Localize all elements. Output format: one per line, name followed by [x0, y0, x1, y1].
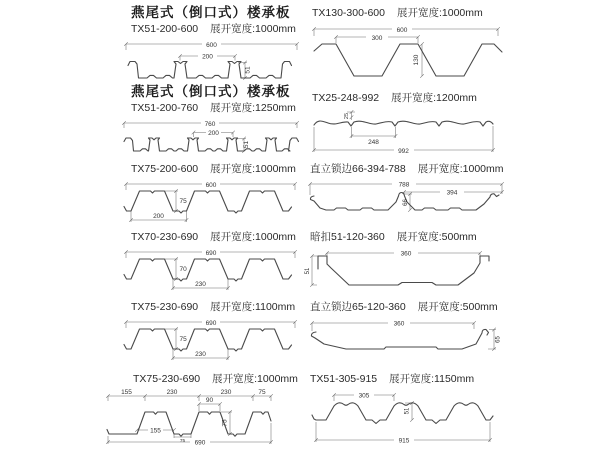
section-heading: 燕尾式（倒口式）楼承板: [131, 5, 291, 20]
dim-label: 66: [403, 199, 409, 206]
model-label: TX25-248-992: [312, 92, 380, 104]
width-label: 展开宽度:1000mm: [210, 23, 296, 35]
section-subtitle: [131, 23, 313, 36]
model-label: TX51-305-915: [310, 373, 378, 385]
profile-drawing-tx75-230-690-1000: [100, 388, 300, 446]
section-tx25-248-992: [306, 90, 516, 157]
dim-label: 230: [195, 351, 206, 358]
section-tx75-200-600: [118, 161, 313, 224]
width-label: 展开宽度:1200mm: [391, 92, 477, 104]
dim-label: 600: [396, 26, 408, 34]
width-label: 展开宽度:1000mm: [417, 163, 504, 175]
model-label: TX130-300-600: [312, 7, 385, 19]
section-tx51-305-915: [304, 371, 514, 448]
section-subtitle: [131, 163, 313, 176]
dim-label: 788: [398, 181, 410, 189]
dim-label: 25: [344, 112, 350, 120]
section-subtitle: [131, 102, 313, 115]
section-tx51-200-760: [118, 84, 313, 155]
profile-drawing-tx51-200-600: [118, 38, 306, 83]
profile-drawing-tx25-248-992: [306, 107, 501, 157]
section-tx130-300-600: [306, 5, 516, 84]
model-label: 直立锁边66-394-788: [310, 163, 406, 175]
dim-label: 200: [202, 53, 213, 61]
section-subtitle: [131, 231, 313, 244]
profile-drawing-66-394-788: [304, 178, 509, 216]
dim-label: 200: [153, 213, 164, 220]
dim-label: 130: [413, 54, 420, 66]
profile-outline: [318, 256, 489, 285]
profile-drawing-tx75-200-600: [118, 178, 306, 224]
dim-label: 51: [244, 66, 252, 74]
dim-label: 248: [368, 139, 379, 146]
profile-drawing-tx70-230-690: [118, 246, 306, 292]
section-tx75-230-690-1100: [118, 299, 313, 362]
section-subtitle: [310, 301, 514, 314]
model-label: TX75-230-690: [131, 301, 199, 313]
dim-label: 915: [398, 437, 410, 445]
profile-outline: [312, 403, 493, 424]
section-tx70-230-690: [118, 229, 313, 292]
dimension-lines: [314, 393, 492, 442]
dim-label: 600: [205, 181, 217, 189]
model-label: TX70-230-690: [131, 231, 199, 243]
width-label: 展开宽度:1000mm: [210, 231, 296, 243]
dim-label: 51: [404, 407, 411, 415]
dim-label: 600: [206, 41, 217, 49]
dim-label: 75: [179, 198, 187, 205]
section-subtitle: [131, 301, 313, 314]
dim-label: 690: [194, 439, 206, 446]
dim-label: 70: [179, 266, 187, 273]
section-tx75-230-690-1000: [100, 371, 310, 446]
profile-drawing-tx51-305-915: [304, 388, 504, 448]
model-label: 暗扣51-120-360: [310, 231, 385, 243]
model-label: TX75-200-600: [131, 163, 199, 175]
dim-label: 200: [208, 130, 219, 137]
profile-outline: [314, 121, 493, 126]
model-label: TX51-200-760: [131, 102, 199, 114]
dim-label: 51: [304, 267, 311, 275]
width-label: 展开宽度:1000mm: [212, 373, 298, 385]
width-label: 展开宽度:1000mm: [396, 7, 483, 19]
dim-label: 360: [400, 250, 412, 258]
profile-drawing-65-120-360: [304, 316, 504, 360]
dimension-lines: [312, 110, 495, 152]
width-label: 展开宽度:1150mm: [389, 373, 475, 385]
section-subtitle: [312, 7, 516, 20]
dim-label: 760: [204, 120, 216, 128]
width-label: 展开宽度:500mm: [396, 231, 477, 243]
profile-outline: [124, 191, 292, 213]
dim-label: 690: [205, 319, 217, 327]
profile-outline: [311, 329, 488, 349]
dim-label: 992: [398, 147, 409, 155]
section-subtitle: [133, 373, 310, 386]
dim-label: 300: [371, 34, 383, 42]
width-label: 展开宽度:1000mm: [210, 163, 296, 175]
model-label: TX51-200-600: [131, 23, 199, 35]
section-subtitle: [310, 231, 514, 244]
section-tx51-200-600: [118, 5, 313, 83]
profile-drawing-tx51-200-760: [118, 117, 306, 155]
section-standing-seam-65-120-360: [304, 299, 514, 360]
profile-drawing-tx130-300-600: [306, 22, 506, 84]
profile-outline: [107, 412, 271, 436]
width-label: 展开宽度:1250mm: [210, 102, 296, 114]
profile-outline: [124, 329, 292, 351]
section-subtitle: [310, 373, 514, 386]
profile-drawing-tx75-230-690-1100: [118, 316, 306, 362]
section-standing-seam-66-394-788: [304, 161, 516, 216]
dim-label: 305: [358, 392, 370, 400]
dimension-lines: [106, 394, 273, 444]
section-concealed-clip-51-120-360: [304, 229, 514, 296]
dim-label: 690: [205, 249, 217, 257]
model-label: 直立锁边65-120-360: [310, 301, 406, 313]
section-heading: 燕尾式（倒口式）楼承板: [131, 84, 291, 99]
profile-outline: [314, 44, 502, 76]
dim-label: 394: [446, 189, 458, 197]
profile-outline: [128, 62, 292, 79]
dim-label: 230: [220, 389, 232, 396]
dim-label: 75: [179, 336, 187, 343]
dim-label: 230: [195, 281, 206, 288]
dim-label: 230: [166, 389, 178, 396]
width-label: 展开宽度:500mm: [417, 301, 498, 313]
profile-drawing-51-120-360: [304, 246, 504, 296]
dim-label: 155: [121, 389, 132, 396]
dim-label: 65: [495, 336, 502, 343]
section-subtitle: [310, 163, 516, 176]
section-subtitle: [312, 92, 516, 105]
dim-label: 155: [150, 427, 161, 435]
dimension-lines: [310, 251, 482, 287]
dim-label: 51: [243, 140, 250, 149]
profile-outline: [124, 138, 299, 151]
dim-label: 90: [205, 397, 214, 404]
dim-label: 75: [258, 389, 266, 396]
dim-label: 360: [393, 320, 405, 328]
model-label: TX75-230-690: [133, 373, 201, 385]
width-label: 展开宽度:1100mm: [210, 301, 296, 313]
dim-label: 75: [221, 419, 229, 427]
dim-label: 75: [179, 439, 186, 444]
profile-outline: [124, 259, 292, 281]
